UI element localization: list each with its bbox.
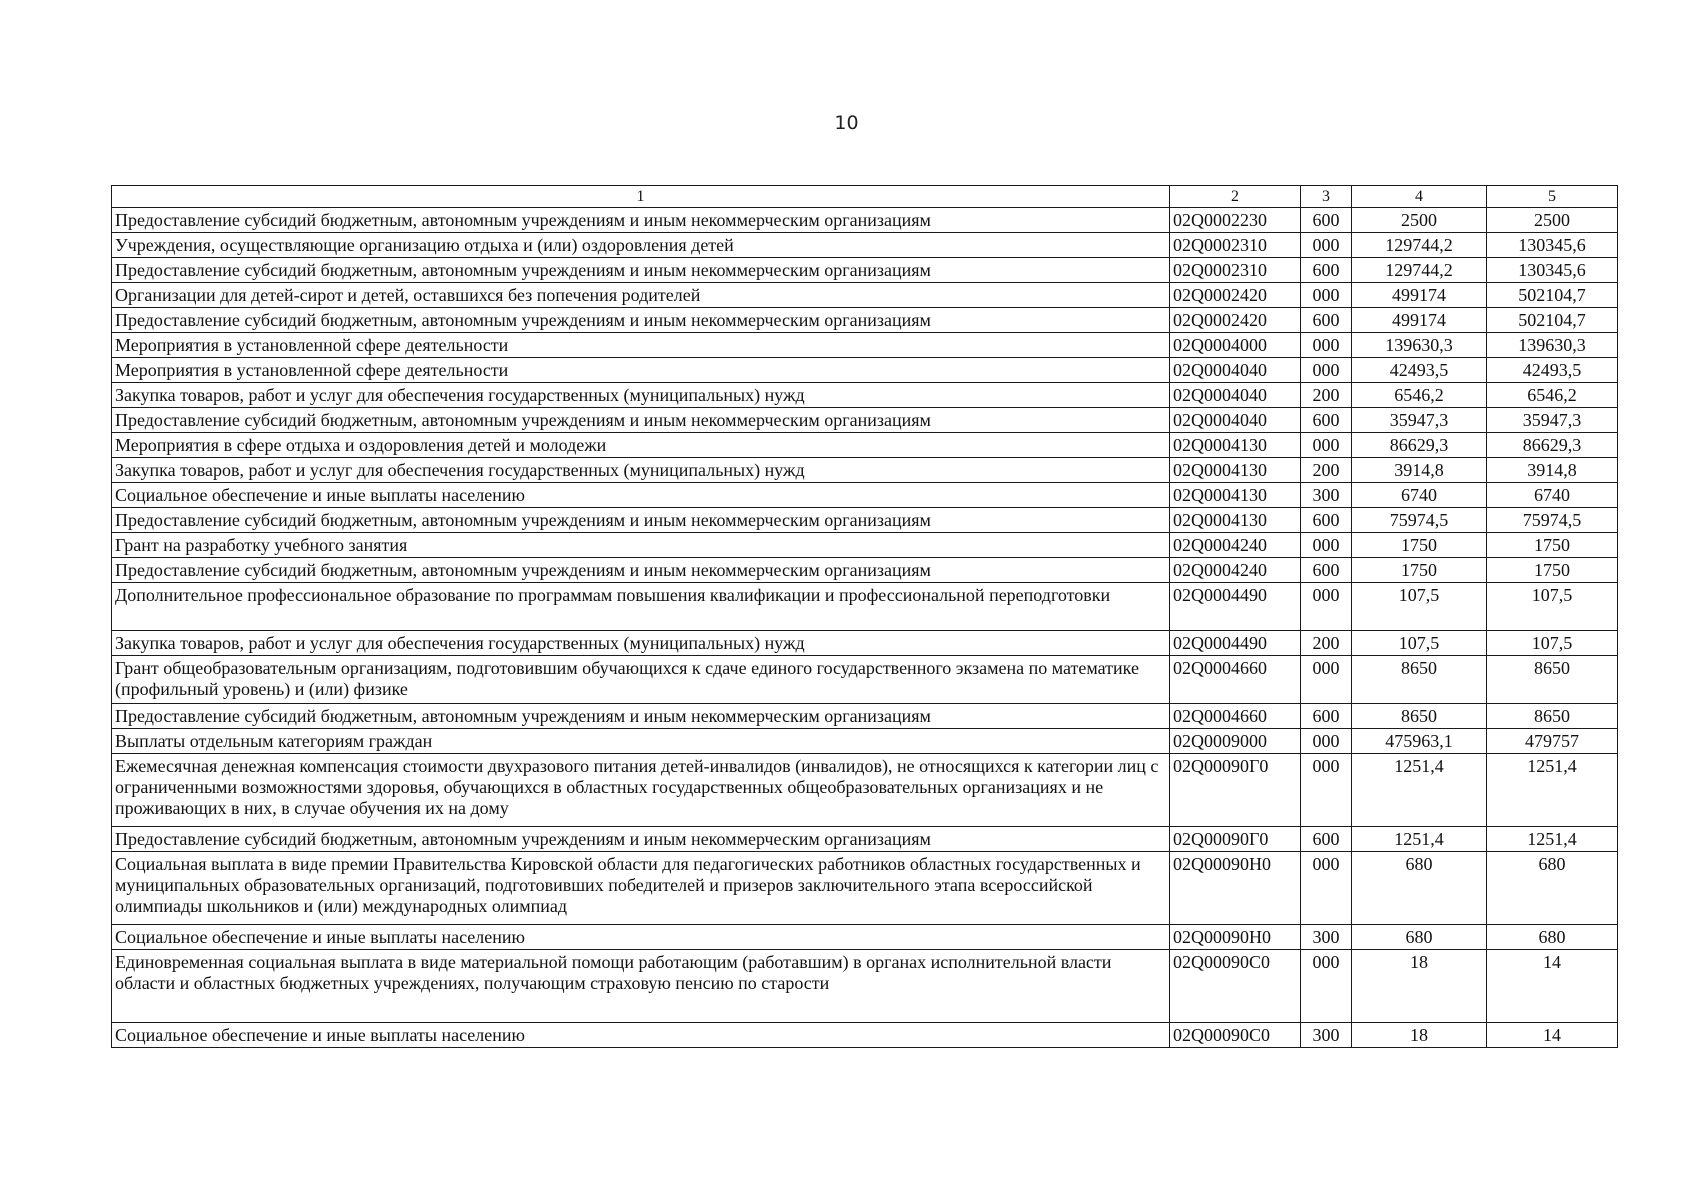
- row-code-cell: 02Q0002230: [1170, 208, 1301, 233]
- row-sum-year-1-cell: 499174: [1352, 308, 1487, 333]
- row-sum-year-2-cell: 86629,3: [1487, 433, 1618, 458]
- row-expense-type-cell: 000: [1301, 754, 1352, 827]
- row-code-cell: 02Q00090Г0: [1170, 827, 1301, 852]
- row-sum-year-1-cell: 3914,8: [1352, 458, 1487, 483]
- table-row: [112, 358, 1618, 383]
- row-expense-type-cell: 300: [1301, 483, 1352, 508]
- row-sum-year-2-cell: 1251,4: [1487, 827, 1618, 852]
- row-sum-year-1-cell: 6740: [1352, 483, 1487, 508]
- row-name-cell: Предоставление субсидий бюджетным, автономным учреждениям и иным некоммерческим организациям: [112, 408, 1170, 433]
- row-sum-year-1-cell: 35947,3: [1352, 408, 1487, 433]
- row-sum-year-2-cell: 1251,4: [1487, 754, 1618, 827]
- row-name-cell: Предоставление субсидий бюджетным, автономным учреждениям и иным некоммерческим организациям: [112, 308, 1170, 333]
- row-expense-type-cell: 600: [1301, 408, 1352, 433]
- row-name-cell: Закупка товаров, работ и услуг для обеспечения государственных (муниципальных) нужд: [112, 458, 1170, 483]
- row-code-cell: 02Q0004130: [1170, 458, 1301, 483]
- row-sum-year-1-cell: 1251,4: [1352, 827, 1487, 852]
- row-code-cell: 02Q0004240: [1170, 558, 1301, 583]
- row-code-cell: 02Q0002420: [1170, 283, 1301, 308]
- header-col-2: 2: [1170, 186, 1301, 208]
- header-col-1: 1: [112, 186, 1170, 208]
- table-row: [112, 458, 1618, 483]
- row-name-cell: Предоставление субсидий бюджетным, автономным учреждениям и иным некоммерческим организациям: [112, 208, 1170, 233]
- row-code-cell: 02Q0002310: [1170, 233, 1301, 258]
- row-expense-type-cell: 000: [1301, 852, 1352, 925]
- row-code-cell: 02Q0004130: [1170, 433, 1301, 458]
- table-row: [112, 631, 1618, 656]
- row-expense-type-cell: 000: [1301, 283, 1352, 308]
- row-expense-type-cell: 000: [1301, 433, 1352, 458]
- row-expense-type-cell: 600: [1301, 208, 1352, 233]
- row-code-cell: 02Q00090Н0: [1170, 852, 1301, 925]
- row-sum-year-2-cell: 14: [1487, 950, 1618, 1023]
- row-sum-year-2-cell: 35947,3: [1487, 408, 1618, 433]
- row-sum-year-1-cell: 499174: [1352, 283, 1487, 308]
- row-code-cell: 02Q0004660: [1170, 656, 1301, 704]
- row-expense-type-cell: 000: [1301, 333, 1352, 358]
- header-col-4: 4: [1352, 186, 1487, 208]
- row-expense-type-cell: 000: [1301, 233, 1352, 258]
- page-number: 10: [834, 112, 859, 134]
- table-body: [112, 208, 1618, 1048]
- header-col-5: 5: [1487, 186, 1618, 208]
- row-sum-year-2-cell: 6546,2: [1487, 383, 1618, 408]
- budget-table: [111, 185, 1618, 1048]
- row-name-cell: Предоставление субсидий бюджетным, автономным учреждениям и иным некоммерческим организациям: [112, 827, 1170, 852]
- table-row: [112, 408, 1618, 433]
- row-expense-type-cell: 600: [1301, 508, 1352, 533]
- header-row: [112, 186, 1618, 208]
- row-sum-year-1-cell: 139630,3: [1352, 333, 1487, 358]
- row-name-cell: Закупка товаров, работ и услуг для обеспечения государственных (муниципальных) нужд: [112, 631, 1170, 656]
- row-sum-year-2-cell: 139630,3: [1487, 333, 1618, 358]
- table-row: [112, 950, 1618, 1023]
- table-row: [112, 583, 1618, 631]
- row-sum-year-1-cell: 2500: [1352, 208, 1487, 233]
- row-sum-year-1-cell: 107,5: [1352, 583, 1487, 631]
- row-expense-type-cell: 200: [1301, 383, 1352, 408]
- table-row: [112, 308, 1618, 333]
- row-sum-year-2-cell: 14: [1487, 1023, 1618, 1048]
- row-name-cell: Организации для детей-сирот и детей, оставшихся без попечения родителей: [112, 283, 1170, 308]
- row-expense-type-cell: 600: [1301, 258, 1352, 283]
- row-sum-year-2-cell: 502104,7: [1487, 283, 1618, 308]
- row-code-cell: 02Q0004490: [1170, 583, 1301, 631]
- table-row: [112, 283, 1618, 308]
- row-name-cell: Закупка товаров, работ и услуг для обеспечения государственных (муниципальных) нужд: [112, 383, 1170, 408]
- row-expense-type-cell: 600: [1301, 704, 1352, 729]
- row-sum-year-1-cell: 1251,4: [1352, 754, 1487, 827]
- table-row: [112, 827, 1618, 852]
- row-sum-year-1-cell: 680: [1352, 925, 1487, 950]
- row-name-cell: Грант на разработку учебного занятия: [112, 533, 1170, 558]
- row-sum-year-2-cell: 130345,6: [1487, 233, 1618, 258]
- table-row: [112, 1023, 1618, 1048]
- row-name-cell: Мероприятия в установленной сфере деятельности: [112, 358, 1170, 383]
- row-code-cell: 02Q00090Н0: [1170, 925, 1301, 950]
- row-code-cell: 02Q0004040: [1170, 383, 1301, 408]
- row-expense-type-cell: 600: [1301, 308, 1352, 333]
- row-sum-year-2-cell: 680: [1487, 852, 1618, 925]
- table-row: [112, 483, 1618, 508]
- row-code-cell: 02Q00090Г0: [1170, 754, 1301, 827]
- row-sum-year-1-cell: 6546,2: [1352, 383, 1487, 408]
- row-expense-type-cell: 600: [1301, 827, 1352, 852]
- header-col-3: 3: [1301, 186, 1352, 208]
- row-sum-year-1-cell: 18: [1352, 950, 1487, 1023]
- row-code-cell: 02Q0004040: [1170, 408, 1301, 433]
- row-sum-year-2-cell: 1750: [1487, 533, 1618, 558]
- row-sum-year-1-cell: 1750: [1352, 558, 1487, 583]
- row-sum-year-1-cell: 18: [1352, 1023, 1487, 1048]
- row-name-cell: Выплаты отдельным категориям граждан: [112, 729, 1170, 754]
- row-code-cell: 02Q0004130: [1170, 483, 1301, 508]
- row-expense-type-cell: 000: [1301, 729, 1352, 754]
- table-row: [112, 508, 1618, 533]
- row-sum-year-1-cell: 129744,2: [1352, 233, 1487, 258]
- row-expense-type-cell: 000: [1301, 358, 1352, 383]
- table-row: [112, 258, 1618, 283]
- row-sum-year-1-cell: 475963,1: [1352, 729, 1487, 754]
- row-expense-type-cell: 200: [1301, 631, 1352, 656]
- row-name-cell: Дополнительное профессиональное образование по программам повышения квалификации и профессиональной переподготовки: [112, 583, 1170, 631]
- table-row: [112, 754, 1618, 827]
- row-code-cell: 02Q0004130: [1170, 508, 1301, 533]
- table-row: [112, 729, 1618, 754]
- table-row: [112, 233, 1618, 258]
- row-name-cell: Предоставление субсидий бюджетным, автономным учреждениям и иным некоммерческим организациям: [112, 508, 1170, 533]
- table-row: [112, 208, 1618, 233]
- row-sum-year-2-cell: 42493,5: [1487, 358, 1618, 383]
- row-code-cell: 02Q0004000: [1170, 333, 1301, 358]
- row-name-cell: Социальное обеспечение и иные выплаты населению: [112, 483, 1170, 508]
- table-row: [112, 656, 1618, 704]
- row-expense-type-cell: 200: [1301, 458, 1352, 483]
- row-sum-year-2-cell: 2500: [1487, 208, 1618, 233]
- table-row: [112, 925, 1618, 950]
- row-sum-year-1-cell: 42493,5: [1352, 358, 1487, 383]
- row-code-cell: 02Q0004660: [1170, 704, 1301, 729]
- row-sum-year-1-cell: 1750: [1352, 533, 1487, 558]
- row-sum-year-1-cell: 680: [1352, 852, 1487, 925]
- row-expense-type-cell: 000: [1301, 656, 1352, 704]
- row-code-cell: 02Q0009000: [1170, 729, 1301, 754]
- row-sum-year-2-cell: 107,5: [1487, 631, 1618, 656]
- row-expense-type-cell: 300: [1301, 925, 1352, 950]
- row-sum-year-2-cell: 479757: [1487, 729, 1618, 754]
- row-name-cell: Предоставление субсидий бюджетным, автономным учреждениям и иным некоммерческим организациям: [112, 258, 1170, 283]
- row-sum-year-1-cell: 75974,5: [1352, 508, 1487, 533]
- row-code-cell: 02Q00090С0: [1170, 1023, 1301, 1048]
- row-sum-year-1-cell: 8650: [1352, 656, 1487, 704]
- row-sum-year-2-cell: 75974,5: [1487, 508, 1618, 533]
- row-code-cell: 02Q00090С0: [1170, 950, 1301, 1023]
- row-code-cell: 02Q0004040: [1170, 358, 1301, 383]
- table-row: [112, 333, 1618, 358]
- row-sum-year-2-cell: 1750: [1487, 558, 1618, 583]
- table-row: [112, 852, 1618, 925]
- row-name-cell: Социальное обеспечение и иные выплаты населению: [112, 925, 1170, 950]
- row-name-cell: Грант общеобразовательным организациям, подготовившим обучающихся к сдаче единого государственного экзамена по математике (профильный уровень) и (или) физике: [112, 656, 1170, 704]
- row-name-cell: Учреждения, осуществляющие организацию отдыха и (или) оздоровления детей: [112, 233, 1170, 258]
- table-row: [112, 433, 1618, 458]
- row-name-cell: Ежемесячная денежная компенсация стоимости двухразового питания детей-инвалидов (инвалидов), не относящихся к категории лиц с ограниченными возможностями здоровья, обучающихся в областных государственных общеобразовательных организациях и не проживающих в них, в случае обучения их на дому: [112, 754, 1170, 827]
- row-expense-type-cell: 300: [1301, 1023, 1352, 1048]
- row-sum-year-2-cell: 130345,6: [1487, 258, 1618, 283]
- table-row: [112, 558, 1618, 583]
- row-code-cell: 02Q0004240: [1170, 533, 1301, 558]
- row-expense-type-cell: 000: [1301, 583, 1352, 631]
- row-name-cell: Мероприятия в сфере отдыха и оздоровления детей и молодежи: [112, 433, 1170, 458]
- row-sum-year-1-cell: 8650: [1352, 704, 1487, 729]
- row-sum-year-2-cell: 3914,8: [1487, 458, 1618, 483]
- row-sum-year-1-cell: 107,5: [1352, 631, 1487, 656]
- row-sum-year-1-cell: 129744,2: [1352, 258, 1487, 283]
- row-sum-year-2-cell: 680: [1487, 925, 1618, 950]
- row-code-cell: 02Q0002420: [1170, 308, 1301, 333]
- table-row: [112, 383, 1618, 408]
- table-row: [112, 704, 1618, 729]
- row-sum-year-2-cell: 8650: [1487, 704, 1618, 729]
- row-sum-year-2-cell: 8650: [1487, 656, 1618, 704]
- table-row: [112, 533, 1618, 558]
- row-sum-year-2-cell: 502104,7: [1487, 308, 1618, 333]
- row-sum-year-1-cell: 86629,3: [1352, 433, 1487, 458]
- row-sum-year-2-cell: 6740: [1487, 483, 1618, 508]
- row-code-cell: 02Q0002310: [1170, 258, 1301, 283]
- row-name-cell: Социальное обеспечение и иные выплаты населению: [112, 1023, 1170, 1048]
- row-name-cell: Предоставление субсидий бюджетным, автономным учреждениям и иным некоммерческим организациям: [112, 704, 1170, 729]
- row-name-cell: Единовременная социальная выплата в виде материальной помощи работающим (работавшим) в органах исполнительной власти области и областных бюджетных учреждениях, получающим страховую пенсию по старости: [112, 950, 1170, 1023]
- row-sum-year-2-cell: 107,5: [1487, 583, 1618, 631]
- row-expense-type-cell: 000: [1301, 533, 1352, 558]
- row-expense-type-cell: 600: [1301, 558, 1352, 583]
- row-name-cell: Предоставление субсидий бюджетным, автономным учреждениям и иным некоммерческим организациям: [112, 558, 1170, 583]
- row-name-cell: Мероприятия в установленной сфере деятельности: [112, 333, 1170, 358]
- row-name-cell: Социальная выплата в виде премии Правительства Кировской области для педагогических работников областных государственных и муниципальных образовательных организаций, подготовивших победителей и призеров заключительного этапа всероссийской олимпиады школьников и (или) международных олимпиад: [112, 852, 1170, 925]
- row-code-cell: 02Q0004490: [1170, 631, 1301, 656]
- row-expense-type-cell: 000: [1301, 950, 1352, 1023]
